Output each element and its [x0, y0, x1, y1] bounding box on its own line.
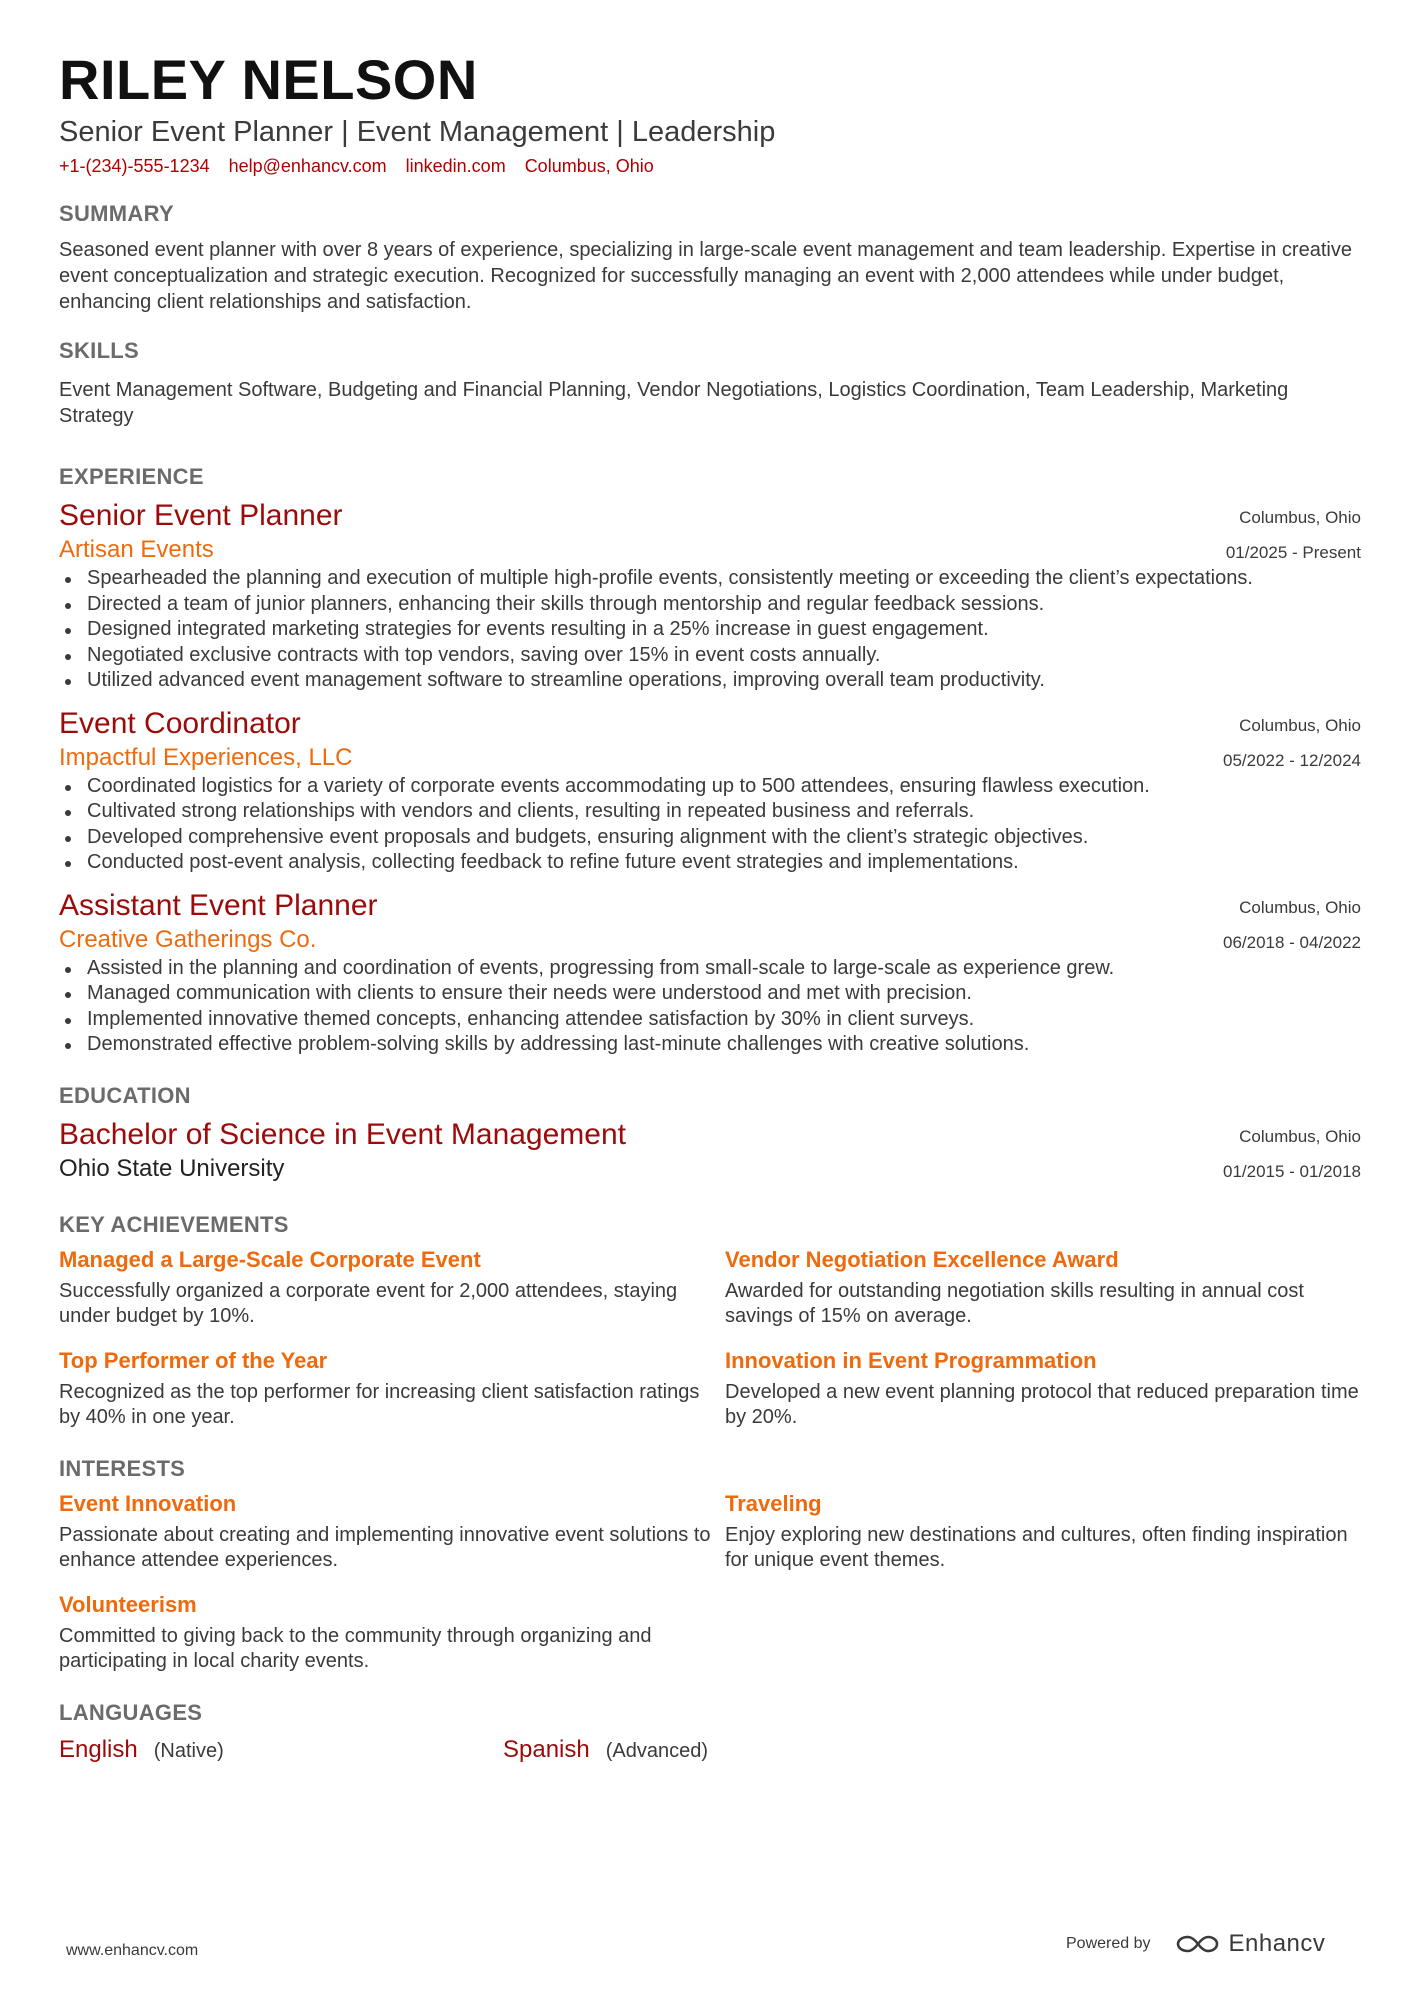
language-name: Spanish [503, 1735, 590, 1763]
job-dates: 01/2025 - Present [1225, 543, 1361, 562]
language-level: (Native) [153, 1739, 224, 1762]
contact-phone[interactable]: +1-(234)-555-1234 [59, 156, 210, 176]
footer-website[interactable]: www.enhancv.com [66, 1942, 199, 1959]
skills-section [59, 337, 1361, 429]
interests-section [59, 1455, 1361, 1675]
languages-list [59, 1735, 1361, 1766]
achievements-section [59, 1211, 1361, 1431]
bullet-item: Negotiated exclusive contracts with top vendors, saving over 15% in event costs annually. [59, 643, 1361, 669]
education-entry [59, 1117, 1361, 1185]
achievement-title: Innovation in Event Programmation [725, 1347, 1097, 1373]
bullet-item: Demonstrated effective problem-solving skills by addressing last-minute challenges with creative solutions. [59, 1032, 1361, 1058]
experience-entry [59, 888, 1361, 1058]
resume-page [59, 48, 1361, 1766]
achievement-title: Managed a Large-Scale Corporate Event [59, 1246, 481, 1272]
education-location: Columbus, Ohio [1239, 1126, 1361, 1146]
job-title: Event Coordinator [59, 706, 301, 740]
interest-title: Volunteerism [59, 1591, 197, 1617]
contact-location: Columbus, Ohio [524, 156, 654, 176]
job-dates: 06/2018 - 04/2022 [1222, 932, 1361, 952]
bullet-item: Directed a team of junior planners, enhancing their skills through mentorship and regular feedback sessions. [59, 592, 1361, 618]
interest-item [59, 1489, 725, 1574]
achievement-desc: Successfully organized a corporate event for 2,000 attendees, staying under budget by 10%. [59, 1279, 678, 1327]
skills-heading: SKILLS [59, 338, 140, 363]
language-level: (Advanced) [605, 1739, 709, 1762]
interests-heading: INTERESTS [59, 1455, 186, 1481]
enhancv-logo-icon [1175, 1932, 1221, 1956]
achievements-grid [59, 1245, 1361, 1431]
bullet-item: Conducted post-event analysis, collecting feedback to refine future event strategies and implementations. [59, 850, 1361, 876]
job-bullets [59, 774, 1361, 876]
achievement-item [59, 1245, 725, 1330]
language-item [59, 1735, 503, 1766]
achievement-title: Vendor Negotiation Excellence Award [725, 1246, 1119, 1272]
footer-branding[interactable] [1066, 1930, 1325, 1958]
education-dates: 01/2015 - 01/2018 [1222, 1161, 1361, 1181]
bullet-item: Implemented innovative themed concepts, enhancing attendee satisfaction by 30% in client surveys. [59, 1007, 1361, 1033]
job-location: Columbus, Ohio [1239, 897, 1361, 917]
interest-desc: Committed to giving back to the community through organizing and participating in local charity events. [59, 1624, 652, 1672]
school-name: Ohio State University [59, 1154, 285, 1182]
languages-heading: LANGUAGES [59, 1699, 203, 1725]
job-meta [1223, 708, 1361, 778]
candidate-name: RILEY NELSON [59, 48, 478, 111]
job-title: Senior Event Planner [59, 499, 343, 532]
achievements-heading: KEY ACHIEVEMENTS [59, 1211, 289, 1237]
languages-section [59, 1699, 1361, 1766]
language-name: English [59, 1735, 138, 1763]
bullet-item: Developed comprehensive event proposals and budgets, ensuring alignment with the client’s strategic objectives. [59, 825, 1361, 851]
contact-linkedin[interactable]: linkedin.com [405, 156, 506, 176]
job-location: Columbus, Ohio [1239, 508, 1361, 527]
achievement-desc: Awarded for outstanding negotiation skills resulting in annual cost savings of 15% on average. [725, 1279, 1304, 1327]
brand-name: Enhancv [1228, 1930, 1326, 1957]
summary-heading: SUMMARY [59, 201, 174, 226]
experience-heading: EXPERIENCE [59, 464, 204, 489]
achievement-desc: Recognized as the top performer for increasing client satisfaction ratings by 40% in one year. [59, 1380, 700, 1428]
job-title: Assistant Event Planner [59, 888, 378, 922]
job-company: Creative Gatherings Co. [59, 925, 317, 953]
interest-title: Traveling [725, 1490, 822, 1516]
job-meta [1226, 500, 1361, 570]
candidate-headline: Senior Event Planner | Event Management | Leadership [59, 116, 776, 148]
education-heading: EDUCATION [59, 1082, 191, 1108]
achievement-item [59, 1346, 725, 1431]
contact-email[interactable]: help@enhancv.com [228, 156, 387, 176]
summary-section [59, 200, 1361, 315]
bullet-item: Assisted in the planning and coordination of events, progressing from small-scale to large-scale as experience grew. [59, 956, 1361, 982]
job-dates: 05/2022 - 12/2024 [1222, 750, 1361, 770]
interest-item [59, 1590, 725, 1675]
interest-desc: Passionate about creating and implementing innovative event solutions to enhance attendee experiences. [59, 1523, 711, 1571]
achievement-desc: Developed a new event planning protocol that reduced preparation time by 20%. [725, 1380, 1359, 1428]
achievement-item [725, 1245, 1361, 1330]
job-meta [1223, 890, 1361, 960]
contact-info [59, 154, 1361, 178]
degree-title: Bachelor of Science in Event Management [59, 1117, 626, 1151]
interest-title: Event Innovation [59, 1490, 237, 1516]
bullet-item: Cultivated strong relationships with vendors and clients, resulting in repeated business and referrals. [59, 799, 1361, 825]
summary-text: Seasoned event planner with over 8 years of experience, specializing in large-scale event management and team leadership. Expertise in creative event conceptualization and strategic execution. Recognized for successfully managing an event with 2,000 attendees while under budget, enhancing client relationships and satisfaction. [59, 239, 1352, 313]
achievement-title: Top Performer of the Year [59, 1347, 328, 1373]
interest-item [725, 1489, 1361, 1574]
bullet-item: Utilized advanced event management software to streamline operations, improving overall team productivity. [59, 668, 1361, 694]
bullet-item: Coordinated logistics for a variety of corporate events accommodating up to 500 attendees, ensuring flawless execution. [59, 774, 1361, 800]
interest-desc: Enjoy exploring new destinations and cultures, often finding inspiration for unique event themes. [725, 1523, 1348, 1571]
job-bullets [59, 956, 1361, 1058]
education-meta [1223, 1119, 1361, 1189]
job-company: Artisan Events [59, 536, 214, 563]
experience-entry [59, 498, 1361, 694]
bullet-item: Spearheaded the planning and execution of multiple high-profile events, consistently meeting or exceeding the client’s expectations. [59, 566, 1361, 592]
job-location: Columbus, Ohio [1239, 715, 1361, 735]
header [59, 48, 1361, 178]
powered-by-label: Powered by [1066, 1935, 1151, 1952]
bullet-item: Managed communication with clients to ensure their needs were understood and met with precision. [59, 981, 1361, 1007]
education-section [59, 1082, 1361, 1185]
bullet-item: Designed integrated marketing strategies for events resulting in a 25% increase in guest engagement. [59, 617, 1361, 643]
experience-section [59, 463, 1361, 1058]
interests-grid [59, 1489, 1361, 1675]
skills-text: Event Management Software, Budgeting and Financial Planning, Vendor Negotiations, Logistics Coordination, Team Leadership, Marketing Strategy [59, 379, 1289, 427]
experience-entry [59, 706, 1361, 876]
job-bullets [59, 566, 1361, 694]
job-company: Impactful Experiences, LLC [59, 743, 353, 771]
language-item [503, 1735, 708, 1766]
achievement-item [725, 1346, 1361, 1431]
